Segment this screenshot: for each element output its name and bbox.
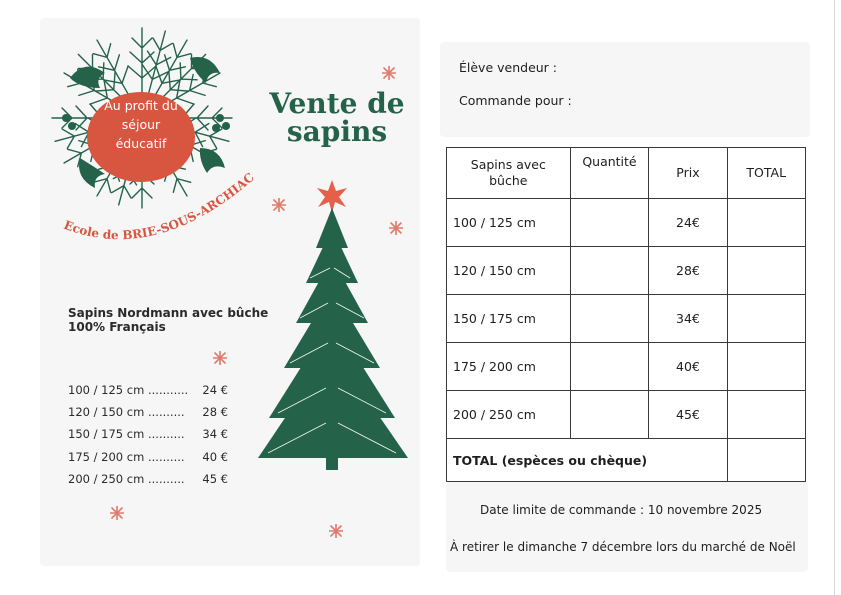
row-size: 150 / 175 cm bbox=[447, 295, 571, 343]
price-value: 45 € bbox=[202, 471, 228, 486]
price-size: 200 / 250 cm bbox=[68, 471, 145, 486]
table-row bbox=[447, 391, 806, 439]
snowflake-icon bbox=[213, 351, 227, 365]
christmas-tree-icon bbox=[250, 178, 410, 473]
price-cell: 40€ bbox=[649, 343, 727, 391]
table-row bbox=[447, 295, 806, 343]
total-cell[interactable] bbox=[727, 391, 805, 439]
price-row bbox=[68, 379, 238, 401]
table-row bbox=[447, 199, 806, 247]
row-size: 100 / 125 cm bbox=[447, 199, 571, 247]
price-dots: .......... bbox=[148, 471, 185, 486]
pickup-info-box bbox=[446, 482, 808, 572]
seller-label: Élève vendeur : bbox=[459, 60, 558, 75]
order-table bbox=[446, 147, 806, 482]
badge-line-2: séjour bbox=[121, 117, 161, 132]
table-row bbox=[447, 247, 806, 295]
title-line-2: sapins bbox=[286, 115, 388, 148]
grand-total-cell[interactable] bbox=[727, 439, 805, 482]
price-size: 120 / 150 cm bbox=[68, 405, 145, 420]
quantity-cell[interactable] bbox=[570, 391, 649, 439]
pickup-note: À retirer le dimanche 7 décembre lors du marché de Noël bbox=[450, 540, 796, 554]
svg-text:Ecole de BRIE-SOUS-ARCHIAC bbox=[62, 170, 257, 242]
price-cell: 28€ bbox=[649, 247, 727, 295]
row-size: 175 / 200 cm bbox=[447, 343, 571, 391]
column-header: Quantité bbox=[570, 148, 649, 199]
total-cell[interactable] bbox=[727, 247, 805, 295]
quantity-cell[interactable] bbox=[570, 343, 649, 391]
snowflake-icon bbox=[110, 506, 124, 520]
benefit-badge bbox=[87, 92, 195, 182]
snowflake-icon bbox=[382, 66, 396, 80]
quantity-cell[interactable] bbox=[570, 295, 649, 343]
snowflake-icon bbox=[329, 524, 343, 538]
snowflake-icon bbox=[389, 221, 403, 235]
price-value: 28 € bbox=[202, 405, 228, 420]
price-value: 34 € bbox=[202, 427, 228, 442]
price-cell: 45€ bbox=[649, 391, 727, 439]
price-dots: ........... bbox=[148, 383, 189, 397]
table-row bbox=[447, 343, 806, 391]
price-cell: 24€ bbox=[649, 199, 727, 247]
price-value: 24 € bbox=[202, 383, 228, 397]
badge-line-1: Au profit du bbox=[104, 98, 178, 113]
quantity-cell[interactable] bbox=[570, 199, 649, 247]
price-size: 175 / 200 cm bbox=[68, 449, 145, 464]
school-name-arc bbox=[45, 170, 260, 270]
row-size: 120 / 150 cm bbox=[447, 247, 571, 295]
product-line-2: 100% Français bbox=[68, 320, 166, 334]
table-header-row bbox=[447, 148, 806, 199]
badge-line-3: éducatif bbox=[115, 136, 167, 151]
price-cell: 34€ bbox=[649, 295, 727, 343]
price-row bbox=[68, 401, 238, 423]
total-cell[interactable] bbox=[727, 343, 805, 391]
quantity-cell[interactable] bbox=[570, 247, 649, 295]
column-header: TOTAL bbox=[727, 148, 805, 199]
price-dots: .......... bbox=[148, 405, 185, 420]
total-cell[interactable] bbox=[727, 199, 805, 247]
school-name: Ecole de BRIE-SOUS-ARCHIAC bbox=[62, 170, 257, 243]
grand-total-label: TOTAL (espèces ou chèque) bbox=[447, 439, 728, 482]
title-line-1: Vente de bbox=[269, 87, 405, 120]
price-dots: .......... bbox=[148, 427, 185, 442]
product-line-1: Sapins Nordmann avec bûche bbox=[68, 306, 269, 320]
customer-info-box bbox=[440, 42, 810, 137]
column-header: Prix bbox=[649, 148, 727, 199]
price-row bbox=[68, 423, 238, 445]
total-cell[interactable] bbox=[727, 295, 805, 343]
snowflake-icon bbox=[272, 198, 286, 212]
price-size: 100 / 125 cm bbox=[68, 383, 145, 397]
order-for-label: Commande pour : bbox=[459, 93, 572, 108]
grand-total-row bbox=[447, 439, 806, 482]
price-value: 40 € bbox=[202, 449, 228, 464]
row-size: 200 / 250 cm bbox=[447, 391, 571, 439]
price-size: 150 / 175 cm bbox=[68, 427, 145, 442]
product-description bbox=[68, 306, 268, 334]
column-header: Sapins avec bûche bbox=[447, 148, 571, 199]
price-row bbox=[68, 446, 238, 468]
price-row bbox=[68, 468, 238, 490]
price-list bbox=[68, 379, 238, 490]
price-dots: .......... bbox=[148, 449, 185, 464]
page-title bbox=[262, 87, 412, 148]
order-deadline: Date limite de commande : 10 novembre 2025 bbox=[480, 503, 763, 517]
page-edge-divider bbox=[834, 0, 835, 595]
